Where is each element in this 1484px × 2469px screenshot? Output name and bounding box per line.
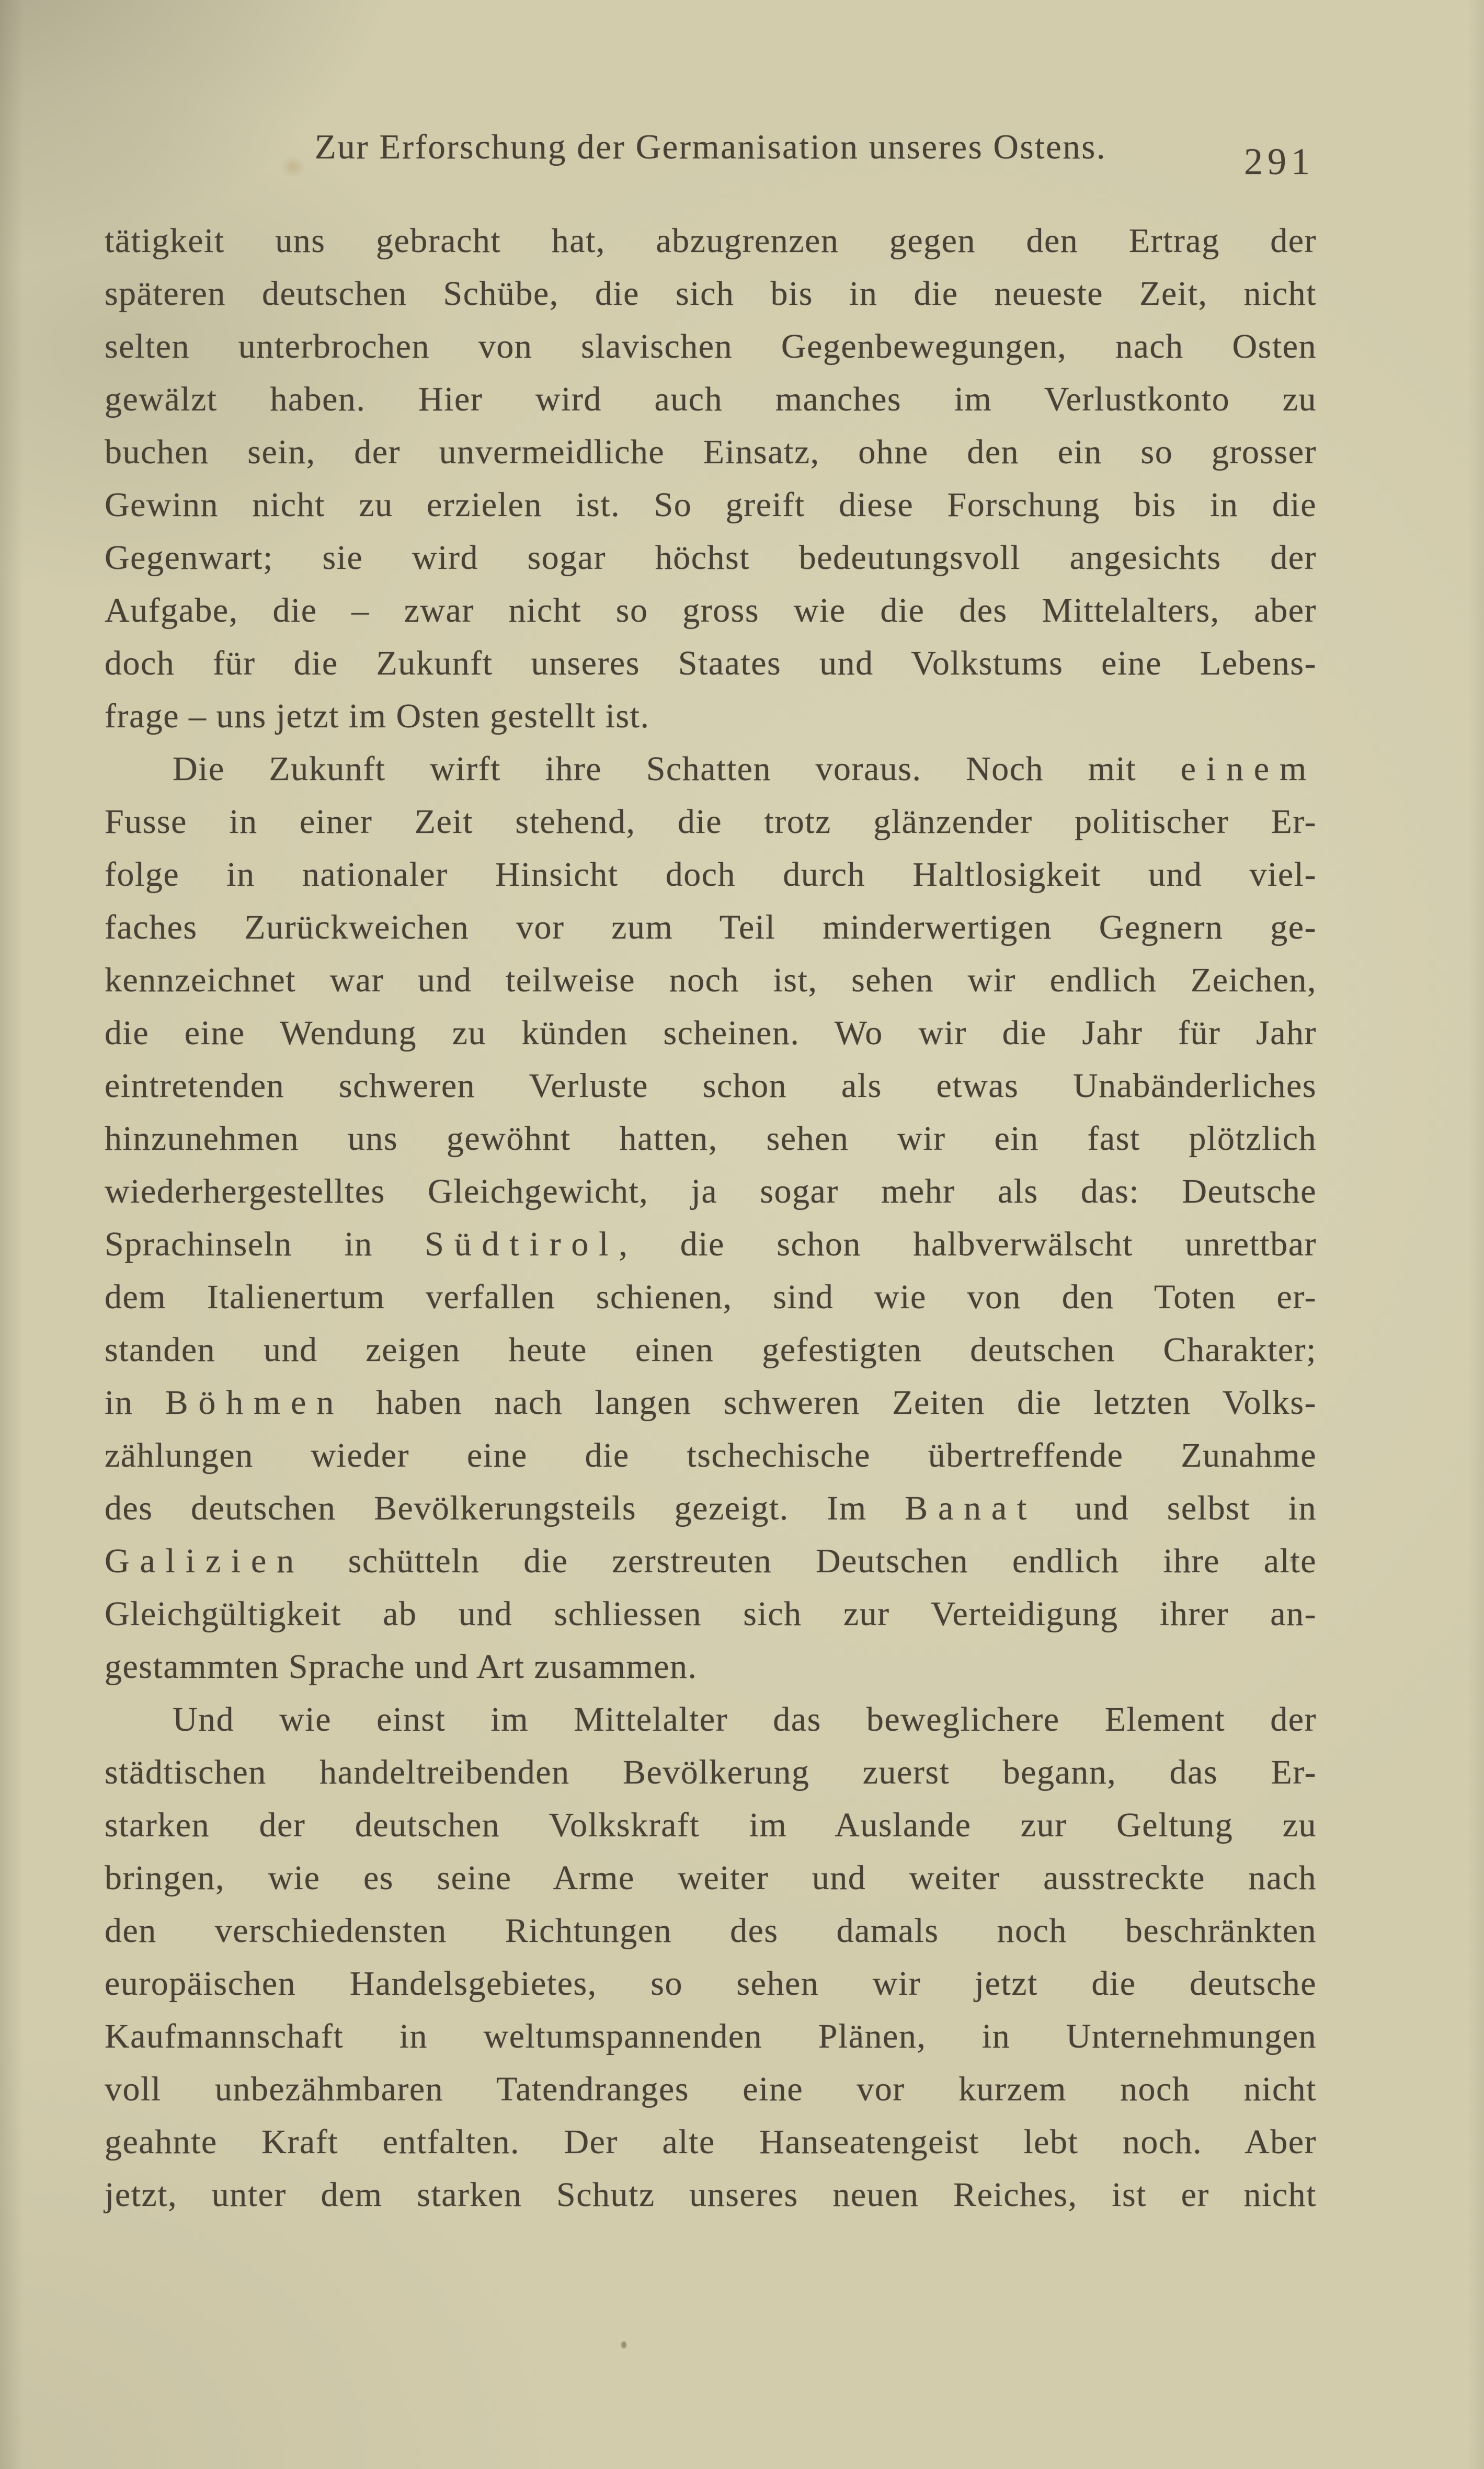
text-line: kennzeichnet war und teilweise noch ist, sehen wir endlich Zeichen, [105,961,1317,999]
text-line: starken der deutschen Volkskraft im Auslande zur Geltung zu [105,1806,1317,1844]
text-line: bringen, wie es seine Arme weiter und weiter ausstreckte nach [105,1859,1317,1897]
text-line: die eine Wendung zu künden scheinen. Wo wir die Jahr für Jahr [105,1014,1317,1052]
text-block [105,214,1317,2221]
text-line: späteren deutschen Schübe, die sich bis in die neueste Zeit, nicht [105,275,1317,313]
text-line: gewälzt haben. Hier wird auch manches im Verlustkonto zu [105,380,1317,418]
letterspaced-word: Böhmen [165,1384,345,1422]
text-line: Und wie einst im Mittelalter das beweglichere Element der [173,1700,1317,1739]
text-line: Gewinn nicht zu erzielen ist. So greift diese Forschung bis in die [105,486,1317,524]
text-line: Fusse in einer Zeit stehend, die trotz glänzender politischer Er- [105,803,1317,841]
text-line: den verschiedensten Richtungen des damals noch beschränkten [105,1912,1317,1950]
text-line: tätigkeit uns gebracht hat, abzugrenzen gegen den Ertrag der [105,222,1317,260]
text-line: Gleichgültigkeit ab und schliessen sich zur Verteidigung ihrer an- [105,1595,1317,1633]
text-line: zählungen wieder eine die tschechische übertreffende Zunahme [105,1436,1317,1474]
text-line: in Böhmen haben nach langen schweren Zeiten die letzten Volks- [105,1384,1317,1422]
letterspaced-word: Südtirol [425,1225,619,1263]
text-line: wiederhergestelltes Gleichgewicht, ja sogar mehr als das: Deutsche [105,1172,1317,1210]
text-line: gestammten Sprache und Art zusammen. [105,1648,698,1686]
text-line: faches Zurückweichen vor zum Teil minderwertigen Gegnern ge- [105,908,1317,946]
text-line: standen und zeigen heute einen gefestigten deutschen Charakter; [105,1331,1317,1369]
text-line: Aufgabe, die – zwar nicht so gross wie die des Mittelalters, aber [105,591,1317,630]
text-line: folge in nationaler Hinsicht doch durch Haltlosigkeit und viel- [105,855,1317,894]
text-line: hinzunehmen uns gewöhnt hatten, sehen wir ein fast plötzlich [105,1119,1317,1158]
paper-speck [621,2341,626,2348]
running-head-title: Zur Erforschung der Germanisation unseres Ostens. [314,128,1107,166]
text-line: städtischen handeltreibenden Bevölkerung zuerst begann, das Er- [105,1753,1317,1791]
text-line: Die Zukunft wirft ihre Schatten voraus. Noch mit einem [173,750,1317,788]
text-line: doch für die Zukunft unseres Staates und Volkstums eine Lebens- [105,644,1317,682]
text-line: Sprachinseln in Südtirol, die schon halbverwälscht unrettbar [105,1225,1317,1263]
running-head [105,123,1317,186]
letterspaced-word: Galizien [105,1542,304,1580]
text-line: Gegenwart; sie wird sogar höchst bedeutungsvoll angesichts der [105,539,1317,577]
text-line: des deutschen Bevölkerungsteils gezeigt. Im Banat und selbst in [105,1489,1317,1527]
letterspaced-word: einem [1180,750,1317,788]
text-line: voll unbezähmbaren Tatendranges eine vor kurzem noch nicht [105,2070,1317,2108]
text-line: buchen sein, der unvermeidliche Einsatz, ohne den ein so grosser [105,433,1317,471]
text-line: jetzt, unter dem starken Schutz unseres neuen Reiches, ist er nicht [105,2176,1317,2214]
text-line: dem Italienertum verfallen schienen, sind wie von den Toten er- [105,1278,1317,1316]
text-line: selten unterbrochen von slavischen Gegenbewegungen, nach Osten [105,327,1317,365]
letterspaced-word: Banat [905,1489,1037,1527]
text-line: geahnte Kraft entfalten. Der alte Hanseatengeist lebt noch. Aber [105,2123,1317,2161]
page-number: 291 [1244,141,1315,182]
text-line: frage – uns jetzt im Osten gestellt ist. [105,697,650,735]
text-line: europäischen Handelsgebietes, so sehen wir jetzt die deutsche [105,1964,1317,2003]
text-line: Galizien schütteln die zerstreuten Deutschen endlich ihre alte [105,1542,1317,1580]
text-line: Kaufmannschaft in weltumspannenden Plänen, in Unternehmungen [105,2017,1317,2055]
text-line: eintretenden schweren Verluste schon als etwas Unabänderliches [105,1067,1317,1105]
